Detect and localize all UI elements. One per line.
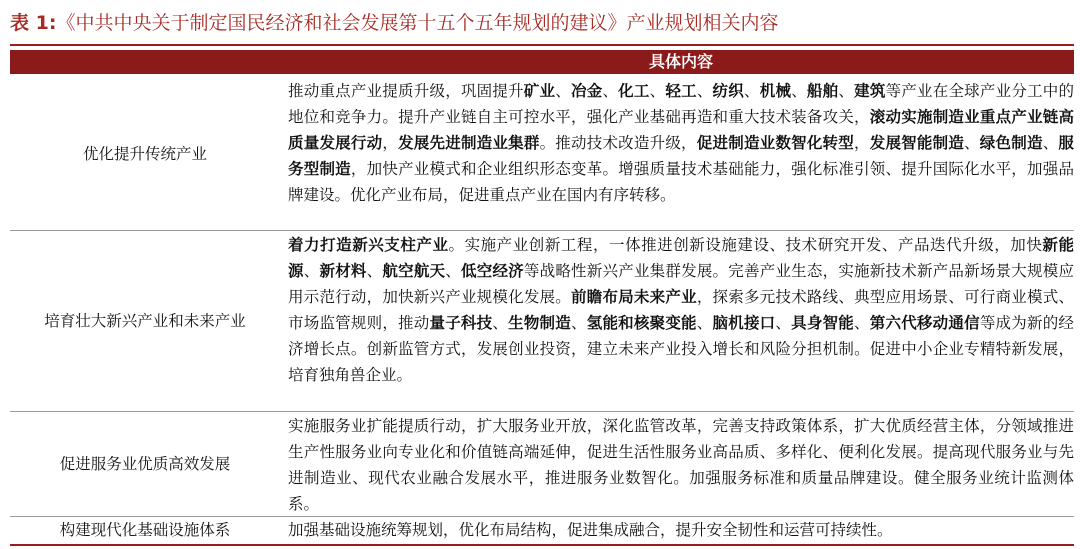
content-text: 等战略性新兴产业集群发展。完善产业生态，实施新技术新产品新场景大规模应用示范行动，加快新兴产业规模化发展。 [288,262,1074,306]
content-text: 。实施产业创新工程，一体推进创新设施建设、技术研究开发、产品迭代升级，加快 [448,236,1043,254]
content-text: 、 [303,262,320,280]
content-text: 、 [492,314,509,332]
emphasis-text: 纺织 [712,82,744,100]
content-text: 推动重点产业提质升级，巩固提升 [288,82,524,100]
content-text: 、 [744,82,760,100]
content-text: ， [382,134,399,152]
table-row [10,232,1074,410]
row-category: 促进服务业优质高效发展 [59,455,231,473]
row-content [288,413,1074,517]
emphasis-text: 氢能和核聚变能 [586,314,697,332]
emphasis-text: 低空经济 [461,262,524,280]
emphasis-text: 冶金 [570,82,603,100]
row-content [288,517,1074,543]
emphasis-text: 发展先进制造业集群 [398,134,540,152]
content-text: 、 [838,82,855,100]
emphasis-text: 促进制造业数智化转型 [696,134,854,152]
row-category: 优化提升传统产业 [82,145,207,163]
emphasis-text: 新材料 [319,262,367,280]
content-text: ， [854,134,870,152]
content-text: 、 [696,314,713,332]
table-row [10,78,1074,230]
content-text: 、 [696,82,713,100]
emphasis-text: 着力打造新兴支柱产业 [288,236,449,254]
emphasis-text: 生物制造 [508,314,571,332]
emphasis-text: 化工 [618,82,650,100]
content-text: 、 [1042,134,1059,152]
emphasis-text: 量子科技 [429,314,493,332]
row-divider [10,411,1074,412]
content-text: 、 [571,314,587,332]
emphasis-text: 发展智能制造 [869,134,965,152]
content-text: 、 [854,314,870,332]
content-text: 、 [555,82,571,100]
table-title-text: 《中共中央关于制定国民经济和社会发展第十五个五年规划的建议》产业规划相关内容 [56,12,779,34]
bottom-rule [10,544,1074,546]
row-divider [10,230,1074,231]
row-content [288,232,1074,388]
content-text: 等成为新的经济增长点。创新监管方式，发展创业投资，建立未来产业投入增长和风险分担机制。促进中小企业专精特新发展，培育独角兽企业。 [288,314,1074,384]
emphasis-text: 脑机接口 [712,314,776,332]
emphasis-text: 第六代移动通信 [869,314,980,332]
header-category-cell [10,50,280,74]
table-title-number: 表 1: [10,12,57,34]
emphasis-text: 前瞻布局未来产业 [571,288,697,306]
content-text: 加强基础设施统筹规划，优化布局结构，促进集成融合，提升安全韧性和运营可持续性。 [288,521,893,539]
content-text: 。推动技术改造升级， [539,134,697,152]
row-category: 培育壮大新兴产业和未来产业 [44,312,246,330]
row-content [288,78,1074,208]
emphasis-text: 具身智能 [791,314,855,332]
content-text: 、 [964,134,980,152]
emphasis-text: 矿业 [523,82,556,100]
table-title [10,8,1074,38]
top-rule [10,44,1074,46]
content-text: 、 [445,262,461,280]
content-text: 、 [791,82,807,100]
content-text: 、 [775,314,792,332]
table-header [10,50,1074,74]
table-row [10,413,1074,515]
content-text: 、 [649,82,666,100]
content-text: ，加快产业模式和企业组织形态变革。增强质量技术基础能力，强化标准引领、提升国际化水平，加强品牌建设。优化产业布局，促进重点产业在国内有序转移。 [288,160,1074,204]
emphasis-text: 机械 [759,82,792,100]
row-category: 构建现代化基础设施体系 [59,521,231,539]
content-text: 等产业在全球产业分工中的地位和竞争力。提升产业链自主可控水平，强化产业基础再造和重大技术装备攻关， [288,82,1074,126]
table-row [10,517,1074,543]
header-content-label: 具体内容 [648,52,713,71]
content-text: 、 [366,262,383,280]
emphasis-text: 滚动实施制造业重点产业链高质量发展行动 [288,108,1074,152]
emphasis-text: 轻工 [665,82,697,100]
emphasis-text: 航空航天 [382,262,446,280]
content-text: ，探索多元技术路线、典型应用场景、可行商业模式、市场监管规则，推动 [288,288,1074,332]
emphasis-text: 服务型制造 [288,134,1074,178]
emphasis-text: 绿色制造 [979,134,1043,152]
emphasis-text: 建筑 [854,82,886,100]
content-text: 实施服务业扩能提质行动，扩大服务业开放，深化监管改革，完善支持政策体系，扩大优质经营主体，分领域推进生产性服务业向专业化和价值链高端延伸，促进生活性服务业高品质、多样化、便利化发展。提高现代服务业与先进制造业、现代农业融合发展水平，推进服务业数智化。加强服务标准和质量品牌建设。健全服务业统计监测体系。 [288,417,1074,513]
content-text: 、 [602,82,619,100]
emphasis-text: 船舶 [806,82,839,100]
emphasis-text: 新能源 [288,236,1074,280]
